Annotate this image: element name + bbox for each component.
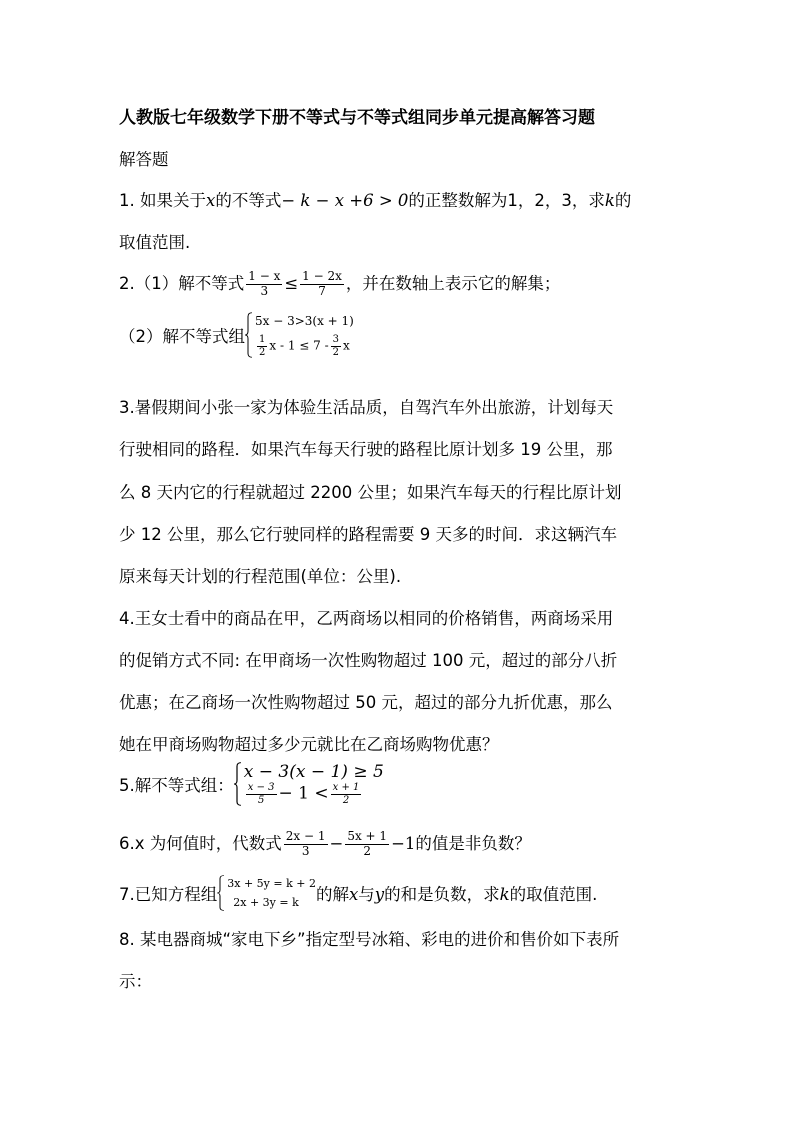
q2-f1-denominator: 3 xyxy=(260,284,269,298)
q2-system-row-2 xyxy=(255,334,354,358)
question-2-part-2 xyxy=(119,312,354,358)
q7-var-k: k xyxy=(499,885,510,904)
q2-f2-denominator: 7 xyxy=(318,284,326,298)
q6-frac-2-den: 2 xyxy=(363,844,372,858)
question-3-line-5: 原来每天计划的行程范围(单位：公里). xyxy=(119,567,402,586)
question-3-line-2: 行驶相同的路程．如果汽车每天行驶的路程比原计划多 19 公里，那 xyxy=(119,440,613,459)
q2-le-sign: ≤ xyxy=(284,274,299,293)
q5-text-a: 5.解不等式组： xyxy=(119,776,234,795)
q7-text-c: 与 xyxy=(358,885,375,904)
q7-system-row-1: 3x + 5y = k + 2 xyxy=(227,877,316,890)
q7-var-x: x xyxy=(348,885,359,904)
q2-system-row-1: 5x − 3>3(x + 1) xyxy=(255,314,354,328)
q2-sys-row2-end: x xyxy=(343,338,350,353)
question-3-line-4: 少 12 公里，那么它行驶同样的路程需要 9 天多的时间．求这辆汽车 xyxy=(119,525,617,544)
question-7 xyxy=(119,875,597,911)
q2-text-a: 2.（1）解不等式 xyxy=(119,274,245,293)
q7-var-y: y xyxy=(374,885,385,904)
q5-frac-1-den: 5 xyxy=(257,794,265,806)
question-8-line-1: 8. 某电器商城“家电下乡”指定型号冰箱、彩电的进价和售价如下表所 xyxy=(119,930,620,949)
brace-icon xyxy=(234,762,242,806)
q6-frac-1-num: 2x − 1 xyxy=(285,829,326,844)
q6-minus-one: −1 xyxy=(391,834,416,853)
q5-frac-2 xyxy=(331,782,362,806)
q2-sys-frac-2-num: 3 xyxy=(332,334,340,345)
q2-sys-row2-mid: x - 1 ≤ 7 - xyxy=(269,338,329,353)
question-4-line-3: 优惠；在乙商场一次性购物超过 50 元，超过的部分九折优惠，那么 xyxy=(119,693,613,712)
question-3-line-1: 3.暑假期间小张一家为体验生活品质，自驾汽车外出旅游，计划每天 xyxy=(119,398,614,417)
q2-text-b: ，并在数轴上表示它的解集； xyxy=(345,274,561,293)
question-4-line-4: 她在甲商场购物超过多少元就比在乙商场购物优惠？ xyxy=(119,735,499,754)
question-3-line-3: 么 8 天内它的行程就超过 2200 公里；如果汽车每天的行程比原计划 xyxy=(119,483,622,502)
q6-frac-1-den: 3 xyxy=(301,844,310,858)
q2-f1-numerator: 1 − x xyxy=(248,269,281,284)
q5-frac-1-num: x − 3 xyxy=(247,782,275,793)
q7-text-b-part: 的解 xyxy=(315,885,349,904)
q1-text-c: 的正整数解为1，2，3，求 xyxy=(408,191,605,210)
q5-system-row-2 xyxy=(244,782,384,806)
q7-text-d: 的和是负数，求 xyxy=(384,885,500,904)
q5-system-row-1: x − 3(x − 1) ≥ 5 xyxy=(243,762,384,782)
section-heading: 解答题 xyxy=(119,150,169,169)
q6-text-c: 的值是非负数？ xyxy=(415,834,531,853)
q2-fraction-1 xyxy=(246,270,282,299)
q6-text-a: 6.x 为何值时，代数式 xyxy=(119,834,282,853)
question-1 xyxy=(119,189,631,213)
q2-sys-frac-2-den: 2 xyxy=(332,346,340,358)
q5-row2-mid: − 1 < xyxy=(278,783,329,804)
q1-text-a: 1. 如果关于 xyxy=(119,191,206,210)
brace-icon xyxy=(245,312,253,358)
q5-frac-2-den: 2 xyxy=(342,794,350,806)
q7-equation-system xyxy=(217,875,316,911)
q2-inequality-system xyxy=(245,312,354,358)
q2-f2-numerator: 1 − 2x xyxy=(302,269,342,284)
q7-text-e: 的取值范围. xyxy=(509,885,598,904)
question-4-line-2: 的促销方式不同: 在甲商场一次性购物超过 100 元，超过的部分八折 xyxy=(119,651,618,670)
q2-text-p2: （2）解不等式组 xyxy=(119,327,245,346)
question-1-line-2: 取值范围. xyxy=(119,233,191,252)
q2-sys-frac-1-num: 1 xyxy=(259,334,266,345)
q1-text-d: 的 xyxy=(614,191,632,210)
question-4-line-1: 4.王女士看中的商品在甲，乙两商场以相同的价格销售，两商场采用 xyxy=(119,609,614,628)
page-title: 人教版七年级数学下册不等式与不等式组同步单元提高解答习题 xyxy=(119,108,595,128)
q1-expression: − k − x +6 > 0 xyxy=(281,191,409,210)
question-6 xyxy=(119,826,531,862)
question-2-part-1 xyxy=(119,269,560,299)
q2-fraction-2 xyxy=(300,270,344,299)
q2-sys-frac-1-den: 2 xyxy=(259,346,266,358)
question-8-line-2: 示： xyxy=(119,972,152,991)
q5-inequality-system xyxy=(234,762,384,806)
q2-sys-frac-2 xyxy=(331,334,341,358)
q7-system-row-2: 2x + 3y = k xyxy=(233,896,299,909)
q1-var-x: x xyxy=(206,191,216,210)
q5-frac-1 xyxy=(246,782,277,806)
q6-frac-1 xyxy=(284,830,328,859)
q7-text-a: 7.已知方程组 xyxy=(119,885,218,904)
q7-text-b xyxy=(316,885,597,904)
q2-sys-frac-1 xyxy=(257,334,267,358)
q6-minus: − xyxy=(329,834,344,853)
question-5 xyxy=(119,762,384,806)
q5-frac-2-num: x + 1 xyxy=(332,782,360,793)
q1-text-b: 的不等式 xyxy=(215,191,282,210)
q6-frac-2-num: 5x + 1 xyxy=(347,829,388,844)
brace-icon xyxy=(217,875,225,911)
q1-var-k: k xyxy=(604,191,615,210)
q6-frac-2 xyxy=(345,830,389,859)
